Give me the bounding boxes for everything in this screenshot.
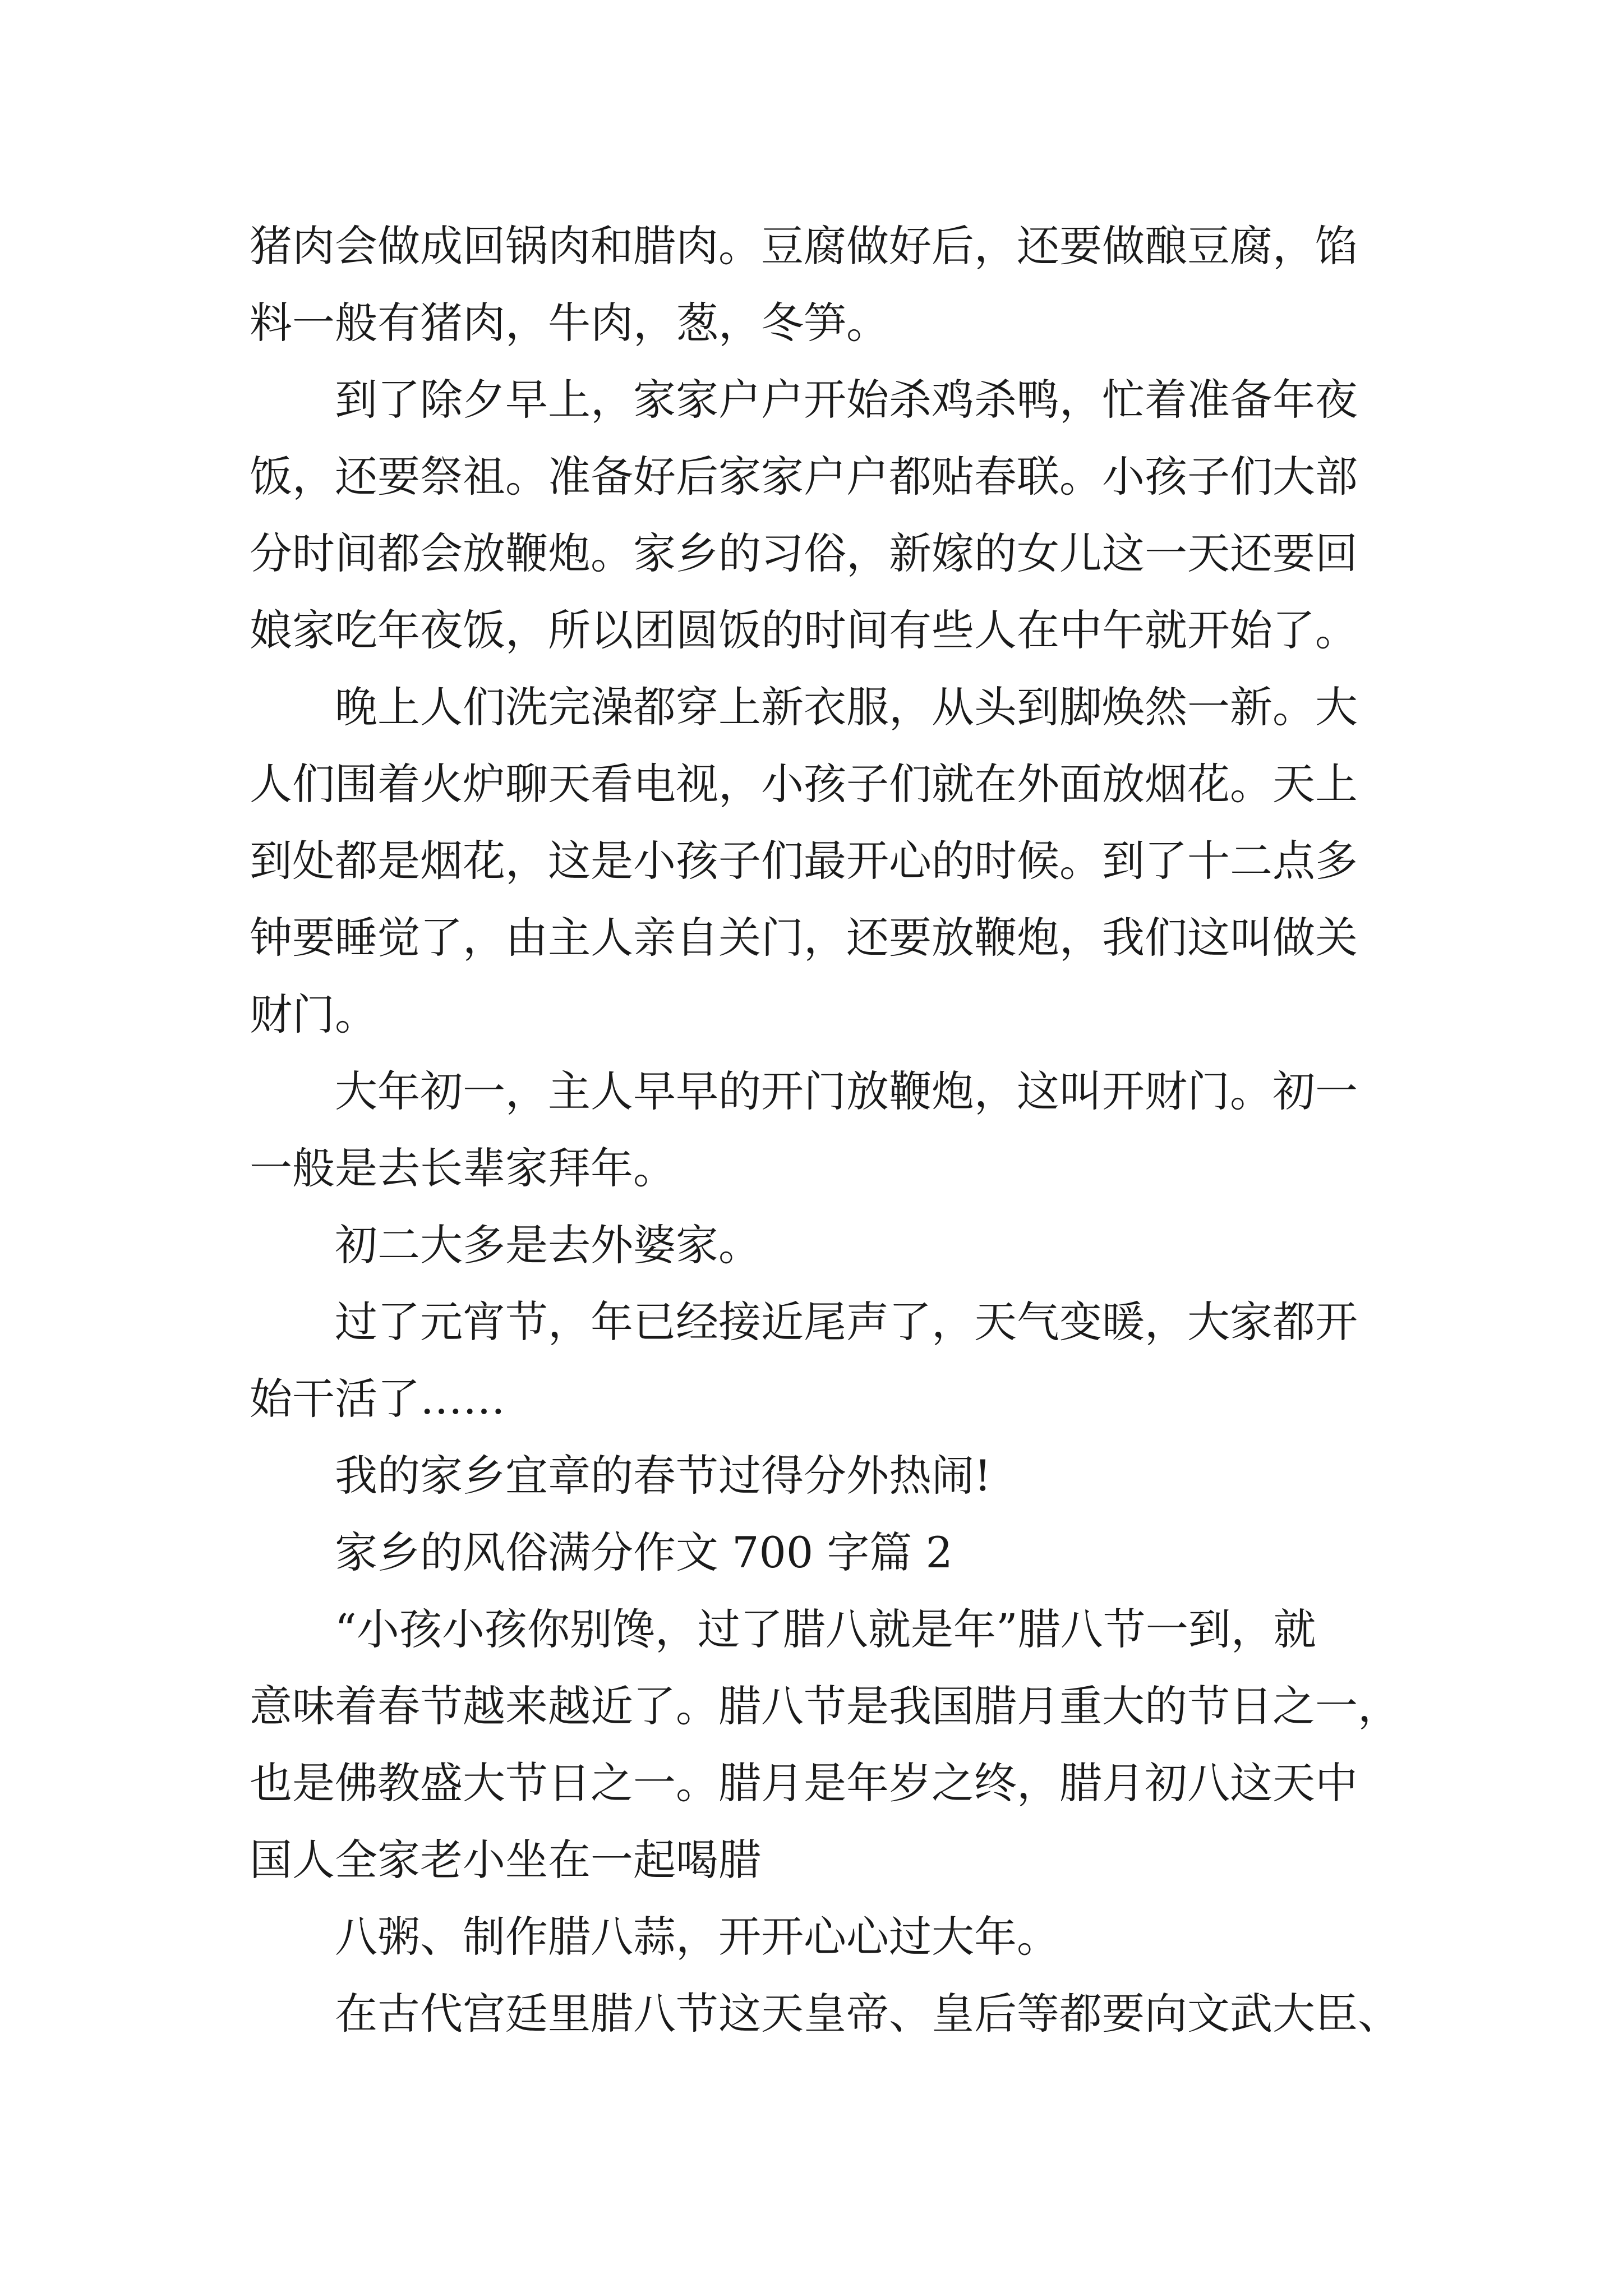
text-line: 到了除夕早上，家家户户开始杀鸡杀鸭，忙着准备年夜 — [335, 375, 1358, 425]
text-line: 到处都是烟花，这是小孩子们最开心的时候。到了十二点多 — [250, 836, 1358, 886]
text-line: 意味着春节越来越近了。腊八节是我国腊月重大的节日之一， — [250, 1681, 1400, 1731]
text-line: 国人全家老小坐在一起喝腊 — [250, 1835, 761, 1885]
text-line: 一般是去长辈家拜年。 — [250, 1143, 676, 1193]
text-line: 始干活了…… — [250, 1374, 505, 1424]
text-line: 初二大多是去外婆家。 — [335, 1220, 761, 1270]
text-line: 钟要睡觉了，由主人亲自关门，还要放鞭炮，我们这叫做关 — [250, 913, 1358, 963]
text-line: 娘家吃年夜饭，所以团圆饭的时间有些人在中午就开始了。 — [250, 605, 1358, 655]
text-line: 分时间都会放鞭炮。家乡的习俗，新嫁的女儿这一天还要回 — [250, 528, 1358, 578]
text-line: 也是佛教盛大节日之一。腊月是年岁之终，腊月初八这天中 — [250, 1758, 1358, 1808]
text-line: 料一般有猪肉，牛肉，葱，冬笋。 — [250, 298, 889, 348]
paragraph-5 — [250, 1207, 1382, 1283]
paragraph-7 — [250, 1437, 1382, 1514]
paragraph-9 — [250, 1591, 1400, 1898]
section-heading — [250, 1514, 1382, 1591]
paragraph-6 — [250, 1283, 1382, 1437]
paragraph-11 — [250, 1975, 1400, 2052]
paragraph-4 — [250, 1053, 1382, 1207]
text-line: 财门。 — [250, 990, 377, 1039]
text-line: “小孩小孩你别馋，过了腊八就是年”腊八节一到，就 — [335, 1604, 1316, 1654]
paragraph-10 — [250, 1898, 1382, 1975]
text-line: 饭，还要祭祖。准备好后家家户户都贴春联。小孩子们大部 — [250, 452, 1358, 501]
text-line: 过了元宵节，年已经接近尾声了，天气变暖，大家都开 — [335, 1297, 1358, 1347]
text-line: 我的家乡宜章的春节过得分外热闹! — [335, 1451, 992, 1501]
text-line: 在古代宫廷里腊八节这天皇帝、皇后等都要向文武大臣、 — [335, 1989, 1400, 2039]
text-line: 大年初一，主人早早的开门放鞭炮，这叫开财门。初一 — [335, 1066, 1358, 1116]
paragraph-2 — [250, 361, 1382, 669]
text-line: 八粥、制作腊八蒜，开开心心过大年。 — [335, 1912, 1059, 1962]
text-line: 晚上人们洗完澡都穿上新衣服，从头到脚焕然一新。大 — [335, 682, 1358, 732]
paragraph-3 — [250, 669, 1382, 1053]
text-line: 猪肉会做成回锅肉和腊肉。豆腐做好后，还要做酿豆腐，馅 — [250, 221, 1358, 271]
document-body — [250, 208, 1400, 2052]
text-line: 人们围着火炉聊天看电视，小孩子们就在外面放烟花。天上 — [250, 759, 1358, 809]
heading-line: 家乡的风俗满分作文 700 字篇 2 — [335, 1527, 953, 1577]
paragraph-1 — [250, 208, 1382, 361]
